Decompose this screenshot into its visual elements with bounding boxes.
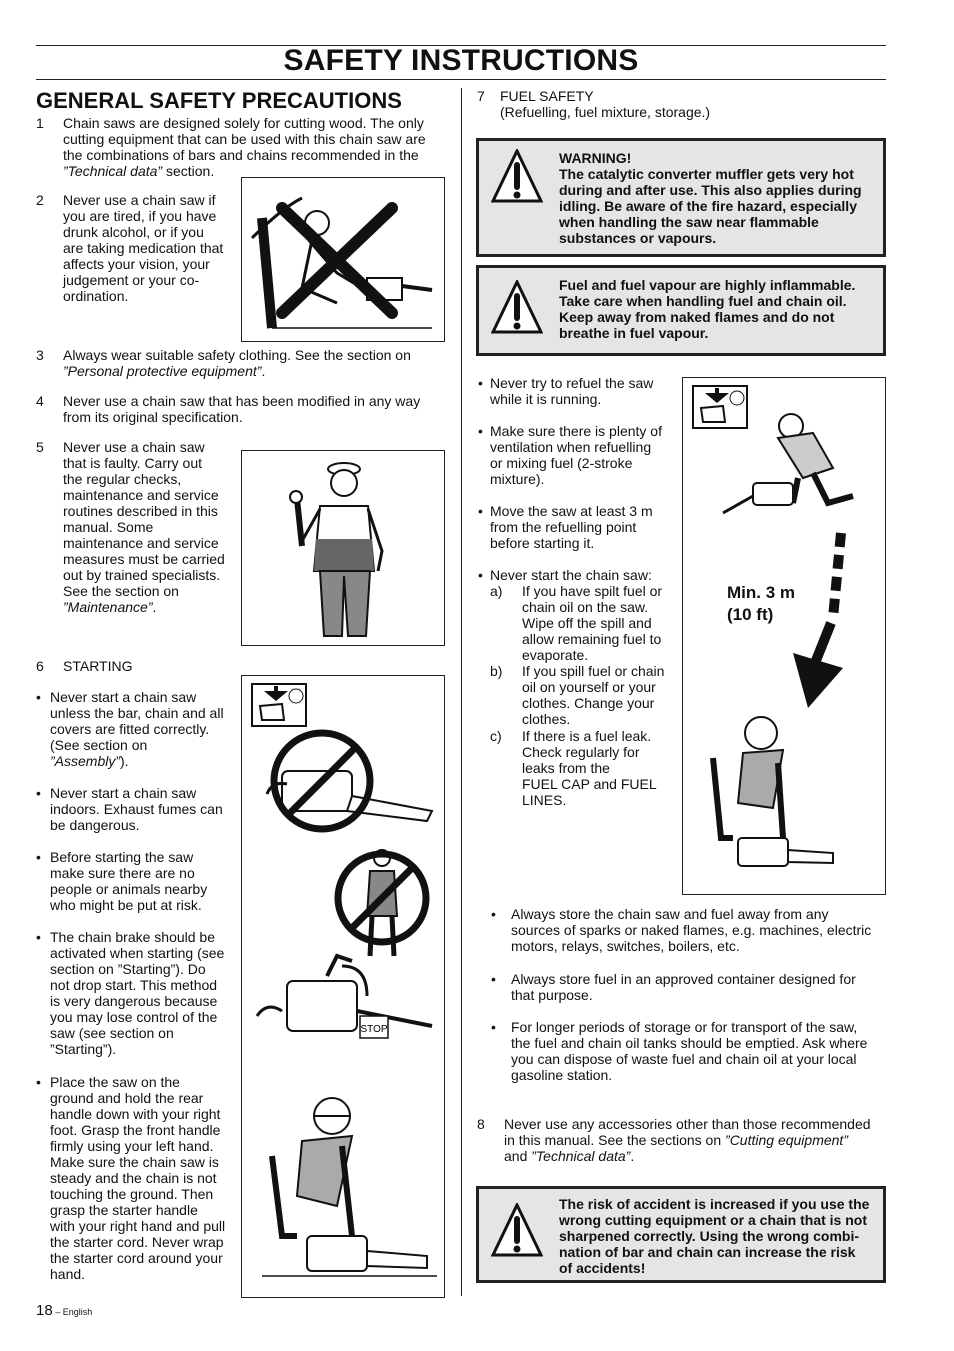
text-line: the regular checks, — [63, 471, 182, 487]
text-line: FUEL CAP and FUEL — [522, 776, 657, 792]
text-line: Never try to refuel the saw — [490, 375, 654, 391]
figure-tired-operator — [241, 177, 445, 342]
text-line: Always wear suitable safety clothing. See the section on — [63, 347, 411, 363]
text-line: chain oil on the saw. — [522, 599, 649, 615]
text-line: Chain saws are designed solely for cutting wood. The only — [63, 115, 424, 131]
item-number: 1 — [36, 115, 44, 131]
text-line: with your right hand and pull — [50, 1218, 226, 1234]
refuel-distance-illustration — [683, 378, 885, 894]
warning-box-muffler — [476, 138, 886, 257]
text-line: not drop start. This method — [50, 977, 218, 993]
text-line: WARNING! — [559, 150, 632, 166]
text-line: section on ”Starting”). Do — [50, 961, 206, 977]
item-number: 3 — [36, 347, 44, 363]
item-number: 6 — [36, 658, 44, 674]
text-line: Always store fuel in an approved container designed for — [511, 971, 856, 987]
text-line: from the refuelling point — [490, 519, 637, 535]
starting-bullet-4 — [50, 929, 240, 1057]
text-line: ventilation when refuelling — [490, 439, 652, 455]
text-line: mixture). — [490, 471, 545, 487]
text-line: ground and hold the rear — [50, 1090, 204, 1106]
text-line: you can dispose of waste fuel and chain oil at your local — [511, 1051, 857, 1067]
text-line: Fuel and fuel vapour are highly inflammable. — [559, 277, 856, 293]
item-2-text — [63, 192, 238, 304]
text-line: Never start a chain saw — [50, 785, 197, 801]
text-line: The risk of accident is increased if you use the — [559, 1196, 870, 1212]
text-line: hand. — [50, 1266, 86, 1282]
text-line: If there is a fuel leak. — [522, 728, 652, 744]
text-line — [50, 753, 240, 769]
bullet: • — [491, 1019, 496, 1035]
text-line: (10 ft) — [727, 605, 774, 624]
text-line: Never use any accessories other than those recommended — [504, 1116, 871, 1132]
text-line: touching the ground. Then — [50, 1186, 214, 1202]
starting-illustration — [242, 676, 444, 1297]
sub-item-key: c) — [490, 728, 502, 744]
text-line: allow remaining fuel to — [522, 631, 662, 647]
warning-icon — [491, 1203, 543, 1259]
starting-bullet-3 — [50, 849, 240, 913]
text-line: be dangerous. — [50, 817, 140, 833]
starting-bullet-2 — [50, 785, 240, 833]
text-line: substances or vapours. — [559, 230, 717, 246]
bullet: • — [36, 849, 41, 865]
text-line: The catalytic converter muffler gets very hot — [559, 166, 854, 182]
item-5-text — [63, 439, 238, 615]
text-line: Take care when handling fuel and chain oil. — [559, 293, 847, 309]
text-line: cutting equipment that can be used with this chain saw are — [63, 131, 426, 147]
text-line — [63, 599, 238, 615]
fuel-bullet-4: Never start the chain saw: — [490, 567, 652, 583]
text-line: who might be put at risk. — [50, 897, 202, 913]
text-line: LINES. — [522, 792, 567, 808]
text-line: Never start a chain saw — [50, 689, 197, 705]
bullet: • — [36, 929, 41, 945]
text-line: nation of bar and chain can increase the risk — [559, 1244, 856, 1260]
text-span: in this manual. See the sections on — [504, 1132, 726, 1148]
tired-operator-illustration — [242, 178, 444, 341]
text-line: Always store the chain saw and fuel away from any — [511, 906, 829, 922]
text-line: See the section on — [63, 583, 179, 599]
text-line: that is faulty. Carry out — [63, 455, 203, 471]
text-line: the combinations of bars and chains recommended in the — [63, 147, 419, 163]
text-line: idling. Be aware of the fire hazard, especially — [559, 198, 857, 214]
warning-text — [559, 150, 875, 246]
text-line: If you have spilt fuel or — [522, 583, 663, 599]
figure-starting-sequence — [241, 675, 445, 1298]
text-line: during and after use. This also applies during — [559, 182, 862, 198]
text-line: breathe in fuel vapour. — [559, 325, 709, 341]
text-line: is very dangerous because — [50, 993, 218, 1009]
warning-icon — [491, 280, 543, 336]
text-line: before starting it. — [490, 535, 595, 551]
bullet: • — [478, 567, 483, 583]
text-line: maintenance and service — [63, 487, 219, 503]
text-line: clothes. — [522, 711, 571, 727]
storage-bullet-3 — [511, 1019, 891, 1083]
text-line: Move the saw at least 3 m — [490, 503, 653, 519]
text-line: Make sure there is plenty of — [490, 423, 662, 439]
italic-ref: ”Personal protective equipment” — [63, 363, 262, 379]
text-line: handle down with your right — [50, 1106, 221, 1122]
bullet: • — [36, 785, 41, 801]
text-line: measures must be carried — [63, 551, 225, 567]
sub-item-key: b) — [490, 663, 503, 679]
text-span: . — [630, 1148, 635, 1164]
stop-sign-icon — [730, 391, 744, 405]
text-line: drunk alcohol, or if you — [63, 224, 204, 240]
text-line: Place the saw on the — [50, 1074, 180, 1090]
text-line: clothes. Change your — [522, 695, 655, 711]
item-3-text — [63, 347, 453, 379]
text-line: Min. 3 m — [727, 583, 796, 602]
storage-bullet-2 — [511, 971, 891, 1003]
text-line: unless the bar, chain and all — [50, 705, 224, 721]
text-line: firmly using your left hand. — [50, 1138, 214, 1154]
page-number — [36, 1302, 92, 1319]
text-line: steady and the chain is not — [50, 1170, 217, 1186]
figure-refuel-distance — [682, 377, 886, 895]
warning-text — [559, 277, 875, 341]
language-label: – English — [52, 1307, 93, 1317]
text-line: (See section on — [50, 737, 148, 753]
item-4-text — [63, 393, 453, 425]
page-title: SAFETY INSTRUCTIONS — [283, 44, 639, 77]
text-span: . — [152, 599, 157, 615]
text-line: Never use a chain saw if — [63, 192, 216, 208]
text-line: If you spill fuel or chain — [522, 663, 665, 679]
text-line: evaporate. — [522, 647, 589, 663]
bullet: • — [491, 906, 496, 922]
bullet: • — [478, 503, 483, 519]
italic-ref: ”Technical data” — [63, 163, 163, 179]
text-line: Make sure the chain saw is — [50, 1154, 219, 1170]
stop-text: STOP — [360, 1024, 388, 1035]
text-line: activated when starting (see — [50, 945, 225, 961]
text-span: ). — [120, 753, 129, 769]
text-line: saw (see section on — [50, 1025, 174, 1041]
item-8-text — [504, 1116, 889, 1164]
text-line: from its original specification. — [63, 409, 243, 425]
text-line: out by trained specialists. — [63, 567, 221, 583]
item-number: 4 — [36, 393, 44, 409]
text-line: Never use a chain saw that has been modified in any way — [63, 393, 421, 409]
sub-item-c — [522, 728, 682, 808]
warning-box-fuel-vapour — [476, 265, 886, 356]
text-line: you are tired, if you have — [63, 208, 217, 224]
bullet: • — [36, 689, 41, 705]
starting-heading: STARTING — [63, 658, 133, 674]
column-divider — [461, 88, 462, 1296]
text-line: of accidents! — [559, 1260, 646, 1276]
warning-icon — [491, 149, 543, 205]
text-line — [63, 363, 453, 379]
sub-item-a — [522, 583, 682, 663]
text-line: covers are fitted correctly. — [50, 721, 210, 737]
text-line: make sure there are no — [50, 865, 195, 881]
warning-text — [559, 1196, 875, 1276]
figure-mechanic — [241, 450, 445, 646]
text-line: manual. Some — [63, 519, 154, 535]
text-line: the fuel and chain oil tanks should be emptied. Ask where — [511, 1035, 868, 1051]
fuel-bullet-1 — [490, 375, 680, 407]
text-line: affects your vision, your — [63, 256, 210, 272]
text-line: judgement or your co- — [63, 272, 200, 288]
text-line: sources of sparks or naked flames, e.g. machines, electric — [511, 922, 872, 938]
header-rule-bottom — [36, 79, 886, 80]
fuel-bullet-2 — [490, 423, 680, 487]
sub-item-key: a) — [490, 583, 503, 599]
text-line: sharpened correctly. Using the wrong combi- — [559, 1228, 860, 1244]
storage-bullet-1 — [511, 906, 891, 954]
bullet: • — [491, 971, 496, 987]
text-line: (Refuelling, fuel mixture, storage.) — [500, 104, 711, 120]
text-line: are taking medication that — [63, 240, 224, 256]
text-line: FUEL SAFETY — [500, 88, 594, 104]
text-line: Before starting the saw — [50, 849, 194, 865]
italic-ref: ”Cutting equipment” — [725, 1132, 848, 1148]
text-span: section. — [162, 163, 215, 179]
distance-label — [727, 582, 795, 626]
bullet: • — [478, 375, 483, 391]
text-span: and — [504, 1148, 532, 1164]
text-line — [504, 1148, 889, 1164]
italic-ref: ”Assembly” — [50, 753, 121, 769]
fuel-bullet-3 — [490, 503, 680, 551]
starting-bullet-5 — [50, 1074, 240, 1282]
text-line: Check regularly for — [522, 744, 640, 760]
text-line: maintenance and service — [63, 535, 219, 551]
text-line: Keep away from naked flames and do not — [559, 309, 835, 325]
bullet: • — [36, 1074, 41, 1090]
text-line: while it is running. — [490, 391, 602, 407]
italic-ref: ”Technical data” — [531, 1148, 631, 1164]
text-line: indoors. Exhaust fumes can — [50, 801, 223, 817]
page-number-value: 18 — [36, 1302, 53, 1319]
item-1-text — [63, 115, 453, 179]
text-line: gasoline station. — [511, 1067, 613, 1083]
sub-item-b — [522, 663, 682, 727]
item-number: 7 — [477, 88, 485, 104]
text-line — [504, 1132, 889, 1148]
text-line: ordination. — [63, 288, 129, 304]
text-line: motors, relays, switches, boilers, etc. — [511, 938, 740, 954]
text-line: Wipe off the spill and — [522, 615, 652, 631]
text-span: . — [261, 363, 266, 379]
text-line: The chain brake should be — [50, 929, 215, 945]
text-line: when handling the saw near flammable — [559, 214, 819, 230]
item-number: 8 — [477, 1116, 485, 1132]
text-line: oil on yourself or your — [522, 679, 656, 695]
item-number: 2 — [36, 192, 44, 208]
text-line: Never use a chain saw — [63, 439, 205, 455]
text-line: you may lose control of the — [50, 1009, 218, 1025]
text-line: routines described in this — [63, 503, 218, 519]
text-line: grasp the starter handle — [50, 1202, 198, 1218]
text-line: that purpose. — [511, 987, 593, 1003]
text-line: the starter cord around your — [50, 1250, 223, 1266]
text-line: people or animals nearby — [50, 881, 208, 897]
section-title: GENERAL SAFETY PRECAUTIONS — [36, 88, 402, 113]
fuel-safety-heading — [500, 88, 710, 120]
bullet: • — [478, 423, 483, 439]
mechanic-with-wrench-illustration — [242, 451, 444, 645]
text-line: foot. Grasp the front handle — [50, 1122, 221, 1138]
stop-sign-icon — [289, 689, 303, 703]
text-line: wrong cutting equipment or a chain that is not — [559, 1212, 867, 1228]
text-line: ”Starting”). — [50, 1041, 117, 1057]
warning-box-cutting-equipment — [476, 1186, 886, 1283]
italic-ref: ”Maintenance” — [63, 599, 153, 615]
text-line: For longer periods of storage or for transport of the saw, — [511, 1019, 858, 1035]
item-number: 5 — [36, 439, 44, 455]
text-line: or mixing fuel (2-stroke — [490, 455, 633, 471]
starting-bullet-1 — [50, 689, 240, 769]
text-line: leaks from the — [522, 760, 610, 776]
text-line: the starter cord. Never wrap — [50, 1234, 224, 1250]
